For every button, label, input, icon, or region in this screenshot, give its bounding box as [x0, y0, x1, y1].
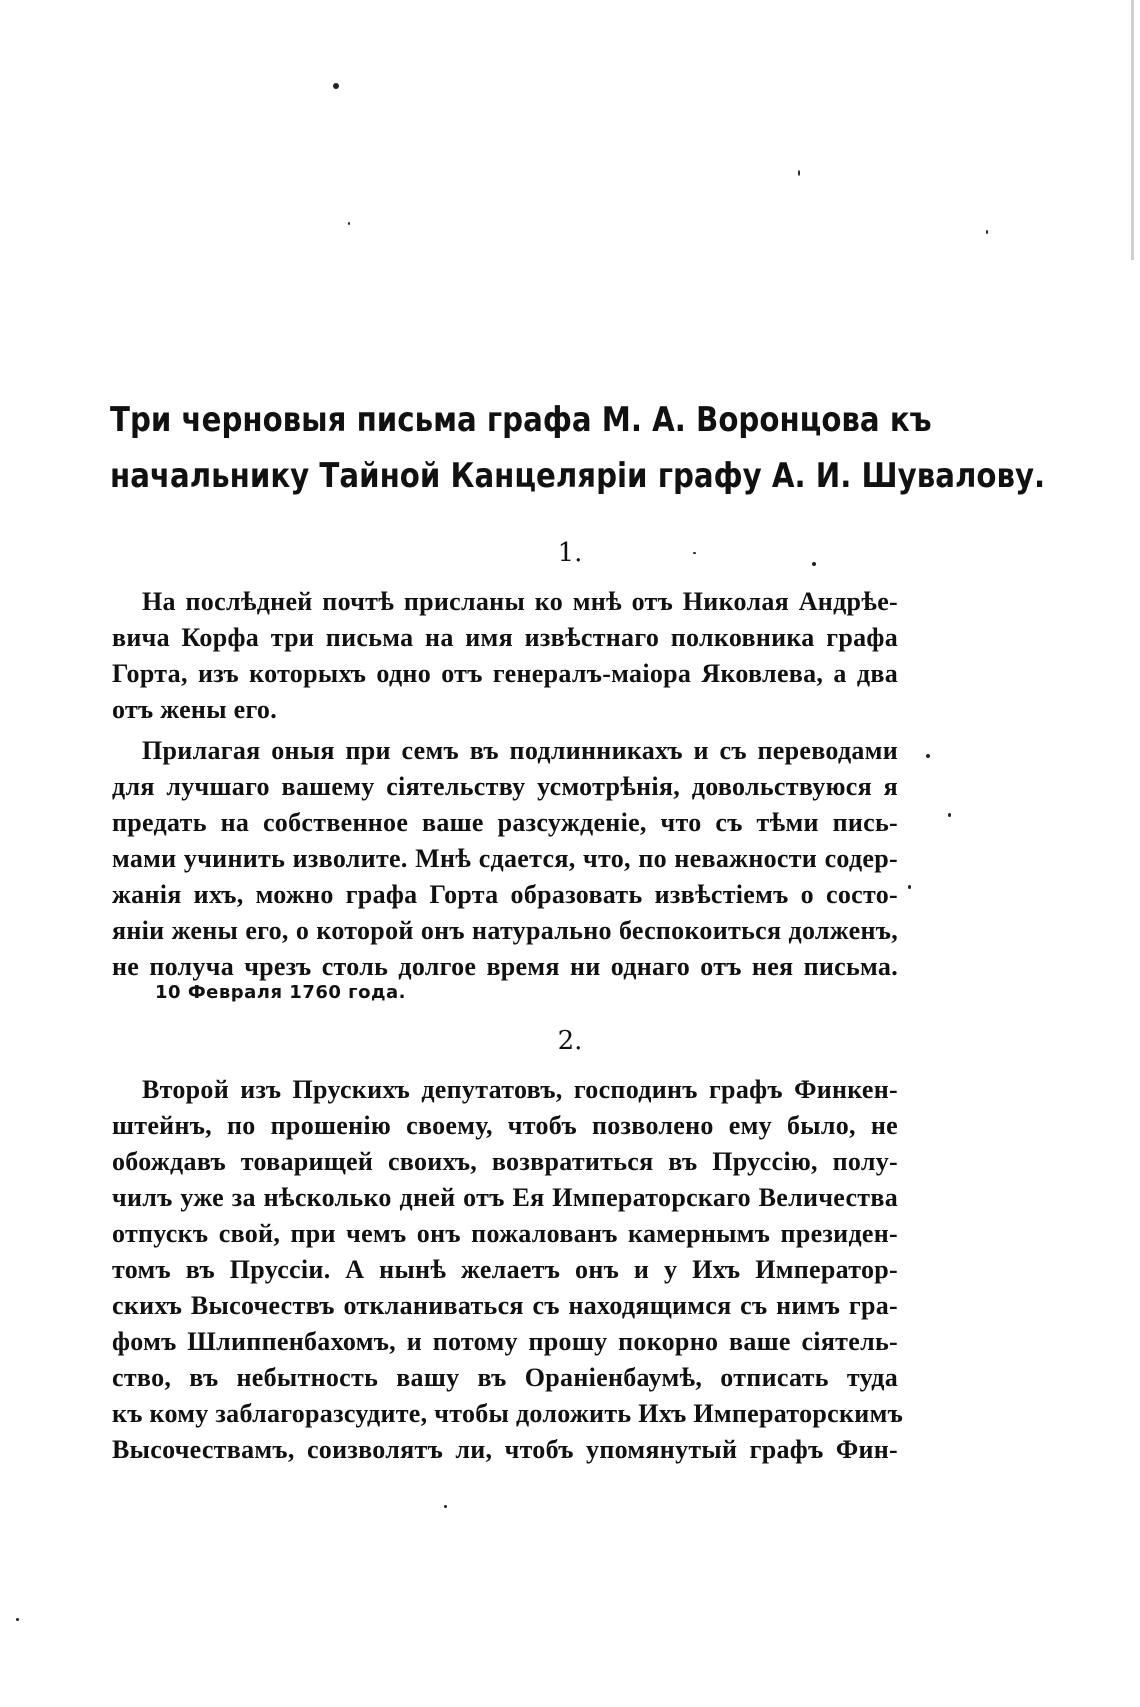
letter-1-paragraph-2 [112, 733, 898, 985]
scan-speck [798, 170, 800, 176]
scan-speck [444, 1505, 447, 1508]
letter-2-paragraph-1 [112, 1072, 904, 1468]
text-line: штейнъ, по прошенію своему, чтобъ позволено ему было, не [112, 1111, 898, 1140]
scan-speck [926, 754, 930, 758]
scan-speck [908, 885, 911, 889]
scan-speck [348, 222, 350, 225]
text-line: яніи жены его, о которой онъ натурально беспокоиться долженъ, [112, 916, 898, 945]
text-line: жанія ихъ, можно графа Горта образовать извѣстіемъ о состо- [112, 880, 898, 909]
text-line: скихъ Высочествъ откланиваться съ находящимся съ нимъ гра- [112, 1291, 898, 1320]
text-line: обождавъ товарищей своихъ, возвратиться въ Пруссію, полу- [112, 1147, 898, 1176]
text-line: Прилагая оныя при семъ въ подлинникахъ и съ переводами [142, 736, 898, 765]
title-line-1: Три черновыя письма графа М. А. Воронцова къ [110, 400, 932, 440]
text-line: вича Корфа три письма на имя извѣстнаго полковника графа [112, 623, 898, 652]
text-line: для лучшаго вашему сіятельству усмотрѣнія, довольствуюся я [112, 772, 898, 801]
text-line: томъ въ Пруссіи. А нынѣ желаетъ онъ и у Ихъ Император- [112, 1255, 898, 1284]
text-line: Второй изъ Прускихъ депутатовъ, господинъ графъ Финкен- [142, 1075, 898, 1104]
scan-speck [16, 1618, 19, 1621]
document-title [110, 392, 1046, 504]
scan-speck [986, 230, 988, 234]
letter-1-number: 1. [557, 538, 583, 568]
letter-2-number: 2. [557, 1026, 583, 1056]
text-line: чилъ уже за нѣсколько дней отъ Ея Императорскаго Величества [112, 1183, 898, 1212]
letter-1-paragraph-1 [112, 584, 898, 728]
text-line: къ кому заблагоразсудите, чтобы доложить Ихъ Императорскимъ [112, 1399, 904, 1428]
text-line: не получа чрезъ столь долгое время ни однаго отъ нея письма. [112, 952, 898, 981]
text-line: На послѣдней почтѣ присланы ко мнѣ отъ Николая Андрѣе- [142, 587, 898, 616]
scan-speck [948, 813, 951, 817]
text-line: мами учинить изволите. Мнѣ сдается, что, по неважности содер- [112, 844, 898, 873]
text-line: фомъ Шлиппенбахомъ, и потому прошу покорно ваше сіятель- [112, 1327, 898, 1356]
text-line: отъ жены его. [112, 695, 278, 724]
scan-speck [333, 83, 339, 89]
text-line: отпускъ свой, при чемъ онъ пожалованъ камернымъ президен- [112, 1219, 898, 1248]
text-line: ство, въ небытность вашу въ Ораніенбаумѣ, отписать туда [112, 1363, 898, 1392]
text-line: предать на собственное ваше разсужденіе, что съ тѣми пись- [112, 808, 898, 837]
text-line: Горта, изъ которыхъ одно отъ генералъ-маіора Яковлева, а два [112, 659, 898, 688]
letter-1-date: 10 Февраля 1760 года. [155, 982, 406, 1003]
title-line-2: начальнику Тайной Канцеляріи графу А. И. Шувалову. [110, 456, 1046, 496]
text-line: Высочествамъ, соизволятъ ли, чтобъ упомянутый графъ Фин- [112, 1435, 898, 1464]
scan-edge-line [1131, 0, 1134, 260]
